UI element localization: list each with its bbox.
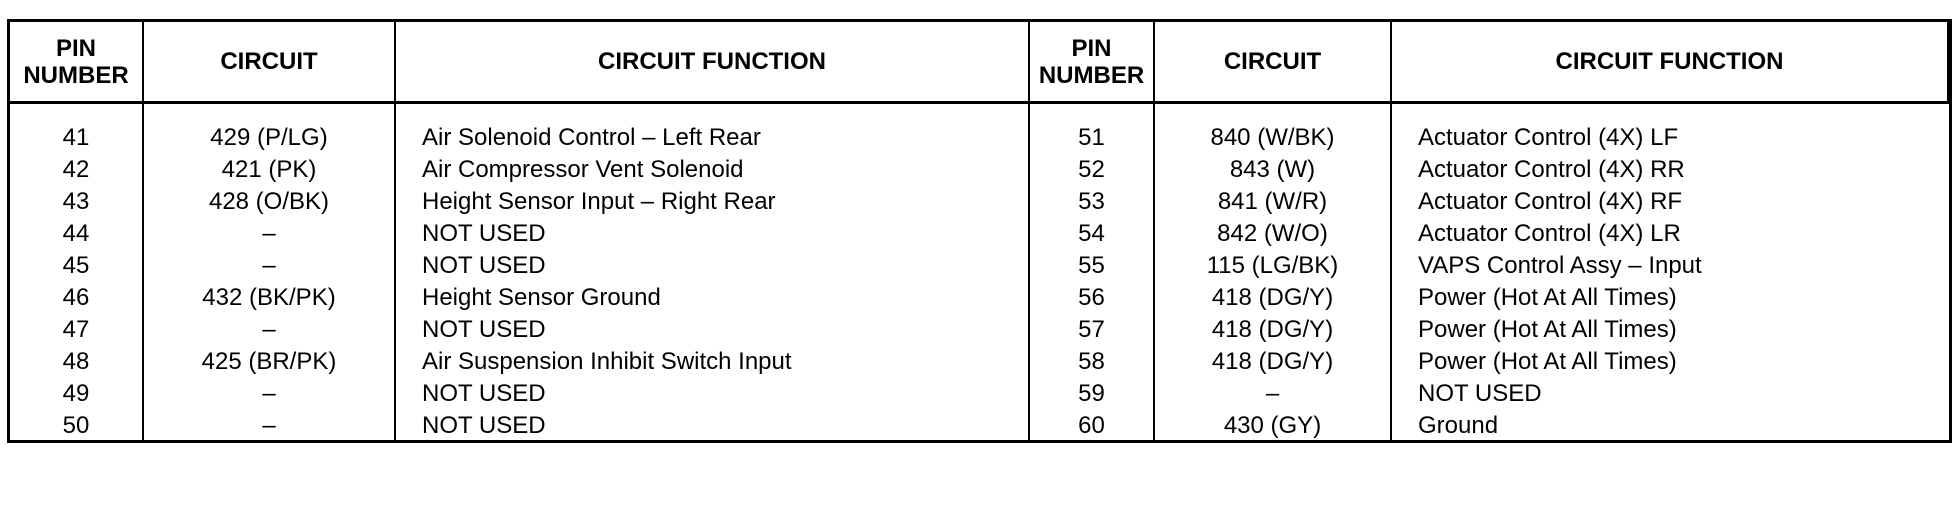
table-cell: 48 <box>62 348 90 375</box>
table-cell: Air Suspension Inhibit Switch Input <box>422 348 792 375</box>
table-cell: 58 <box>1078 348 1105 375</box>
table-cell: 49 <box>62 380 90 407</box>
table-cell: – <box>1265 380 1280 407</box>
table-cell: 418 (DG/Y) <box>1211 348 1334 375</box>
pin-column-right <box>1030 104 1155 442</box>
table-cell: 42 <box>62 156 90 183</box>
circuit-column-left <box>144 104 396 442</box>
pin-table <box>7 19 1952 443</box>
header-circuit-right: CIRCUIT <box>1155 22 1392 104</box>
header-circuit-left: CIRCUIT <box>144 22 396 104</box>
table-cell: 841 (W/R) <box>1217 188 1328 215</box>
table-cell: 425 (BR/PK) <box>201 348 337 375</box>
table-cell: 50 <box>62 412 90 439</box>
table-cell: 430 (GY) <box>1223 412 1322 439</box>
table-cell: 54 <box>1078 220 1105 247</box>
table-cell: NOT USED <box>1418 380 1542 407</box>
table-cell: Actuator Control (4X) RF <box>1418 188 1683 215</box>
table-cell: NOT USED <box>422 220 546 247</box>
table-cell: NOT USED <box>422 316 546 343</box>
table-cell: – <box>262 412 276 439</box>
table-cell: Actuator Control (4X) LR <box>1418 220 1681 247</box>
table-cell: VAPS Control Assy – Input <box>1418 252 1702 279</box>
table-cell: NOT USED <box>422 412 546 439</box>
header-circuit-function-left: CIRCUIT FUNCTION <box>396 22 1030 104</box>
table-cell: 53 <box>1078 188 1105 215</box>
table-cell: 428 (O/BK) <box>208 188 330 215</box>
table-cell: Height Sensor Input – Right Rear <box>422 188 776 215</box>
table-cell: 843 (W) <box>1229 156 1316 183</box>
table-cell: Power (Hot At All Times) <box>1418 316 1677 343</box>
table-cell: 429 (P/LG) <box>210 124 328 151</box>
table-cell: 432 (BK/PK) <box>202 284 336 311</box>
table-cell: 43 <box>62 188 90 215</box>
table-cell: 52 <box>1078 156 1105 183</box>
table-cell: – <box>262 316 276 343</box>
table-cell: 51 <box>1078 124 1105 151</box>
pin-column-left <box>10 104 144 442</box>
table-cell: 55 <box>1078 252 1105 279</box>
function-column-right <box>1392 104 1949 442</box>
table-cell: 47 <box>62 316 90 343</box>
table-cell: 418 (DG/Y) <box>1211 316 1334 343</box>
table-cell: 45 <box>62 252 90 279</box>
table-cell: – <box>262 220 276 247</box>
table-cell: 41 <box>62 124 90 151</box>
table-cell: 418 (DG/Y) <box>1211 284 1334 311</box>
header-pin-number-right: PIN NUMBER <box>1030 22 1155 104</box>
circuit-column-right <box>1155 104 1392 442</box>
table-cell: – <box>262 380 276 407</box>
table-cell: Air Solenoid Control – Left Rear <box>422 124 761 151</box>
table-cell: 46 <box>62 284 90 311</box>
table-cell: Power (Hot At All Times) <box>1418 348 1677 375</box>
table-cell: Air Compressor Vent Solenoid <box>422 156 744 183</box>
table-cell: Actuator Control (4X) LF <box>1418 124 1679 151</box>
table-cell: 840 (W/BK) <box>1210 124 1335 151</box>
table-cell: 842 (W/O) <box>1217 220 1328 247</box>
table-cell: 56 <box>1078 284 1105 311</box>
table-cell: 421 (PK) <box>221 156 317 183</box>
table-cell: NOT USED <box>422 380 546 407</box>
table-cell: NOT USED <box>422 252 546 279</box>
table-cell: 57 <box>1078 316 1105 343</box>
table-cell: 115 (LG/BK) <box>1206 252 1339 279</box>
table-cell: Actuator Control (4X) RR <box>1418 156 1685 183</box>
table-cell: 44 <box>62 220 90 247</box>
table-cell: – <box>262 252 276 279</box>
table-cell: 60 <box>1078 412 1105 439</box>
header-pin-number-left: PIN NUMBER <box>10 22 144 104</box>
table-cell: Ground <box>1418 412 1499 439</box>
function-column-left <box>396 104 1030 442</box>
table-cell: 59 <box>1078 380 1105 407</box>
table-cell: Height Sensor Ground <box>422 284 661 311</box>
table-cell: Power (Hot At All Times) <box>1418 284 1677 311</box>
header-circuit-function-right: CIRCUIT FUNCTION <box>1392 22 1949 104</box>
